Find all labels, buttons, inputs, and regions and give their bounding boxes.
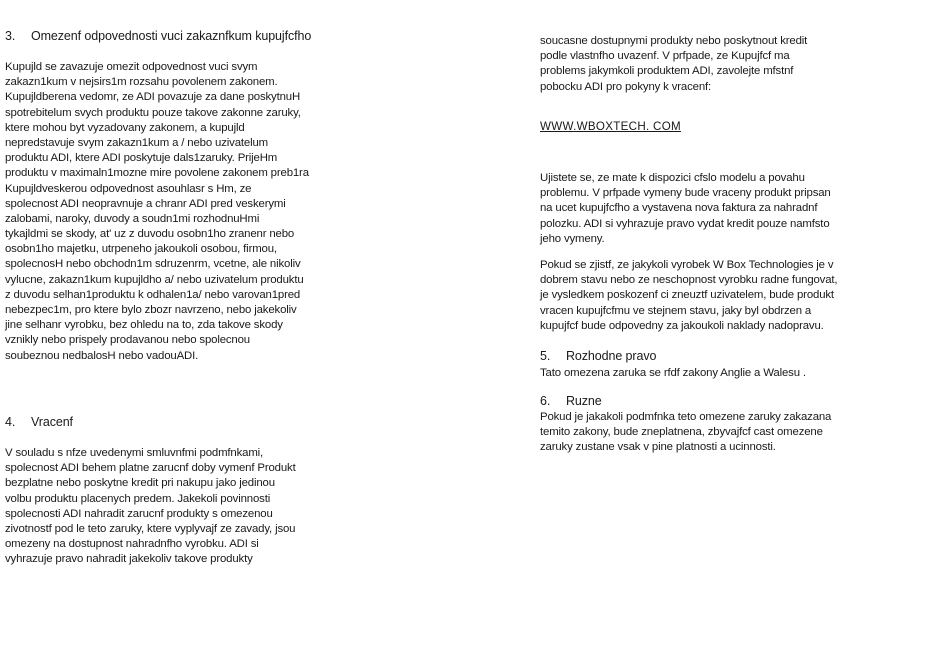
section-4-body	[5, 446, 296, 568]
text-line: Pokud je jakakoli podmfnka teto omezene zaruky zakazana	[540, 411, 832, 423]
section-6-title: Ruzne	[566, 394, 602, 408]
text-line: na ucet kupujfcfho a vystavena nova faktura za nahradnf	[540, 202, 818, 215]
text-line: je vysledkem poskozenf ci zneuztf uzivatelem, bude produkt	[540, 289, 834, 302]
text-line: vylucne, zakazn1kum kupujldho a/ nebo uzivatelum produktu	[5, 273, 304, 286]
text-line: zaruky zustane vsak v pine platnosti a ucinnosti.	[540, 441, 776, 454]
text-line: dobrem stavu nebo ze neschopnost vyrobku radne fungovat,	[540, 274, 838, 287]
text-line: omezeny na dostupnost nahradnfho vyrobku. ADI si	[5, 538, 259, 551]
text-line: spotrebitelum svych produktu pouze takove zakonne zaruky,	[5, 106, 301, 119]
text-line: spolecnost ADI neopravnuje a chranr ADI pred veskerymi	[5, 197, 286, 210]
text-line: podle vlastnfho uvazenf. V prfpade, ze Kupujfcf ma	[540, 50, 790, 63]
section-6-number: 6.	[540, 394, 551, 408]
text-line: zivotnostf pod le teto zaruky, ktere vyplyvajf ze zavady, jsou	[5, 522, 296, 535]
text-line: Tato omezena zaruka se rfdf zakony Anglie a Walesu .	[540, 367, 806, 379]
section-5-number: 5.	[540, 349, 551, 363]
text-line: jine selhanr vyrobku, bez ohledu na to, zda takove skody	[5, 319, 283, 332]
section-3-heading	[5, 29, 311, 43]
text-line: nepredstavuje svym zakazn1kum a / nebo uzivatelum	[5, 136, 268, 149]
section-3-body	[5, 60, 309, 364]
text-line: V souladu s nfze uvedenymi smluvnfmi podmfnkami,	[5, 447, 264, 459]
text-line: problemu. V prfpade vymeny bude vraceny produkt pripsan	[540, 187, 831, 200]
website-link[interactable]: WWW.WBOXTECH. COM	[540, 120, 681, 133]
text-line: Kupujld se zavazuje omezit odpovednost vuci svym	[5, 61, 258, 73]
text-line: kupujfcf bude odpovedny za jakoukoli naklady nadopravu.	[540, 319, 824, 332]
section-6-body	[540, 410, 831, 456]
text-line: pobocku ADI pro pokyny k vracenf:	[540, 80, 712, 93]
section-4-continuation	[540, 34, 807, 95]
text-line: Ujistete se, ze mate k dispozici cfslo modelu a povahu	[540, 172, 805, 184]
text-line: soucasne dostupnymi produkty nebo poskytnout kredit	[540, 35, 808, 47]
paragraph-model-number	[540, 171, 831, 247]
text-line: spolecnosH nebo obchodn1m sdruzenrm, vcetne, ale nikoliv	[5, 258, 301, 271]
section-6-heading	[540, 394, 602, 408]
text-line: spolecnost ADI behem platne zarucnf doby vymenf Produkt	[5, 462, 296, 475]
text-line: jeho vymeny.	[540, 232, 605, 245]
section-3-number: 3.	[5, 29, 16, 43]
text-line: spolecnosti ADI nahradit zarucnf produkty s omezenou	[5, 507, 273, 520]
text-line: Pokud se zjistf, ze jakykoli vyrobek W Box Technologies je v	[540, 259, 834, 271]
text-line: problems jakymkoli produktem ADI, zavolejte mfstnf	[540, 65, 794, 78]
text-line: ktere mohou byt vyzadovany zakonem, a kupujld	[5, 121, 245, 134]
text-line: osobn1ho majetku, utrpeneho jakoukoli osobou, firmou,	[5, 243, 277, 256]
text-line: vyhrazuje pravo nahradit jakekoliv takove produkty	[5, 553, 253, 566]
section-3-title: Omezenf odpovednosti vuci zakaznfkum kupujfcfho	[31, 29, 312, 43]
text-line: soubeznou nedbalosH nebo vadouADI.	[5, 349, 199, 362]
text-line: zalobami, naroky, duvody a soudn1mi rozhodnuHmi	[5, 212, 260, 225]
text-line: produktu v maximaln1mozne mire povolene zakonem preb1ra	[5, 167, 309, 180]
text-line: vracen kupujfcfmu ve stejnem stavu, jaky byl obdrzen a	[540, 304, 812, 317]
section-4-number: 4.	[5, 415, 16, 429]
text-line: produktu ADI, ktere ADI poskytuje dals1zaruky. PrijeHm	[5, 152, 278, 165]
section-4-title: Vracenf	[31, 415, 73, 429]
text-line: Kupujldveskerou odpovednost asouhlasr s Hm, ze	[5, 182, 252, 195]
section-5-body	[540, 366, 806, 381]
text-line: polozku. ADI si vyhrazuje pravo vydat kredit pouze namfsto	[540, 217, 830, 230]
text-line: nebezpec1m, pro ktere bylo zbozr navrzeno, nebo jakekoliv	[5, 304, 297, 316]
section-5-title: Rozhodne pravo	[566, 349, 657, 363]
section-5-heading	[540, 349, 656, 363]
text-line: z duvodu selhan1produktu k odhalen1a/ nebo varovan1pred	[5, 288, 301, 301]
paragraph-good-condition	[540, 258, 837, 334]
text-line: temito zakony, bude zneplatnena, zbyvajfcf cast omezene	[540, 426, 823, 439]
section-4-heading	[5, 415, 73, 429]
text-line: Kupujldberena vedomr, ze ADI povazuje za dane poskytnuH	[5, 91, 301, 104]
text-line: vznikly nebo prispely prodavanou nebo spolecnou	[5, 334, 250, 347]
text-line: tykajldmi se skody, at' uz z duvodu osobn1ho zranenr nebo	[5, 228, 295, 241]
text-line: zakazn1kum v nejsirs1m rozsahu povolenem zakonem.	[5, 76, 278, 89]
text-line: volbu produktu placenych predem. Jakekoli povinnosti	[5, 492, 271, 505]
text-line: bezplatne nebo poskytne kredit pri nakupu jako jedinou	[5, 477, 275, 490]
